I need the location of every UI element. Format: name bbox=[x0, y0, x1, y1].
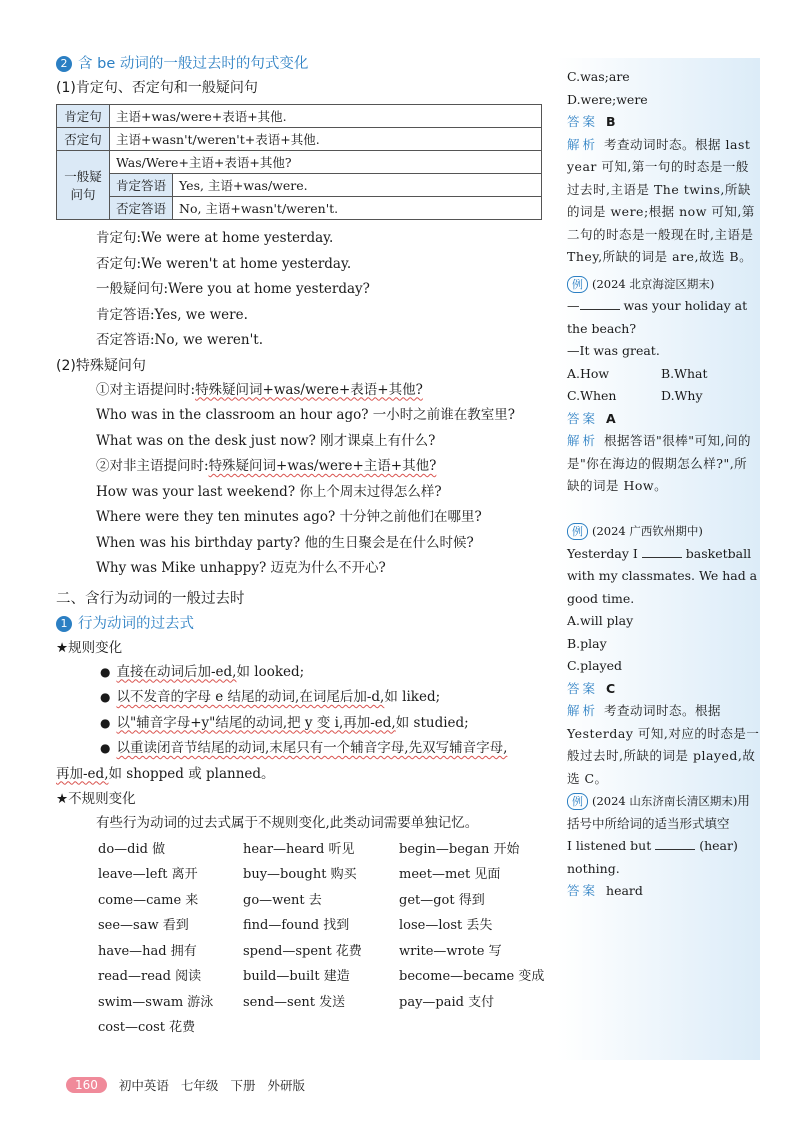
verb-item: go—went 去 bbox=[243, 892, 322, 908]
section-heading bbox=[56, 52, 546, 76]
section-heading bbox=[56, 612, 546, 636]
answer-value: A bbox=[606, 410, 616, 426]
main-content bbox=[56, 52, 546, 1041]
example-tag: 例 bbox=[567, 523, 588, 540]
section-number: 2 bbox=[56, 56, 72, 72]
table-cell: 主语+was/were+表语+其他. bbox=[110, 105, 542, 128]
rule-heading: ★不规则变化 bbox=[56, 791, 136, 807]
option: B.play bbox=[567, 635, 607, 651]
sentence-line: Who was in the classroom an hour ago? 一小时之前谁在教室里? bbox=[96, 407, 515, 423]
table-cell: 主语+wasn't/weren't+表语+其他. bbox=[110, 128, 542, 151]
table-cell: Yes, 主语+was/were. bbox=[173, 174, 542, 197]
answer-value: B bbox=[606, 114, 616, 129]
verb-item: do—did 做 bbox=[98, 841, 166, 857]
analysis-block bbox=[567, 134, 760, 269]
verb-item: hear—heard 听见 bbox=[243, 841, 355, 857]
answer-value: C bbox=[606, 680, 616, 696]
option: C.played bbox=[567, 658, 623, 673]
example-source: (2024 山东济南长清区期末) bbox=[592, 794, 738, 808]
verb-item: cost—cost 花费 bbox=[98, 1020, 196, 1035]
verb-item: begin—began 开始 bbox=[399, 841, 520, 857]
verb-item: send—sent 发送 bbox=[243, 994, 346, 1010]
option: A.How bbox=[567, 365, 610, 381]
volume-label: 下册 bbox=[230, 1078, 256, 1093]
example-header bbox=[567, 273, 760, 296]
rule-formula: 特殊疑问词+was/were+表语+其他? bbox=[195, 381, 423, 398]
analysis-label: 解析 bbox=[567, 433, 599, 448]
section-number: 1 bbox=[56, 616, 72, 632]
analysis-label: 解析 bbox=[567, 136, 599, 152]
example-line: 否定句:We weren't at home yesterday. bbox=[96, 255, 352, 272]
option: B.What bbox=[661, 365, 708, 381]
option: C.was;are bbox=[567, 69, 630, 84]
example-tag: 例 bbox=[567, 793, 588, 810]
instruction: 用括号中所给词的适当形式填空 bbox=[567, 793, 750, 831]
verb-list bbox=[98, 837, 546, 1041]
bullet-item: ● 以"辅音字母+y"结尾的动词,把 y 变 i,再加-ed,如 studied; bbox=[100, 714, 469, 731]
analysis-block bbox=[567, 700, 760, 790]
verb-item: have—had 拥有 bbox=[98, 943, 197, 959]
answer-label: 答案 bbox=[567, 410, 599, 426]
verb-item: read—read 阅读 bbox=[98, 969, 202, 984]
table-label: 否定答语 bbox=[110, 197, 173, 220]
option: D.were;were bbox=[567, 91, 648, 107]
spacer bbox=[567, 498, 760, 521]
answer-line bbox=[567, 408, 760, 431]
example-line: 一般疑问句:Were you at home yesterday? bbox=[96, 281, 370, 297]
answer-label: 答案 bbox=[567, 114, 599, 129]
verb-item: spend—spent 花费 bbox=[243, 943, 362, 959]
verb-item: meet—met 见面 bbox=[399, 867, 501, 882]
bullet-item: ● 以重读闭音节结尾的动词,末尾只有一个辅音字母,先双写辅音字母, bbox=[100, 740, 508, 756]
subheading: (2)特殊疑问句 bbox=[56, 357, 146, 374]
rule-prefix: ②对非主语提问时: bbox=[96, 458, 209, 474]
verb-item: see—saw 看到 bbox=[98, 918, 189, 933]
example-line: 肯定答语:Yes, we were. bbox=[96, 306, 248, 323]
table-cell: No, 主语+wasn't/weren't. bbox=[173, 197, 542, 220]
verb-item: lose—lost 丢失 bbox=[399, 918, 493, 933]
table-label: 肯定答语 bbox=[110, 174, 173, 197]
table-row bbox=[57, 151, 542, 174]
verb-item: leave—left 离开 bbox=[98, 867, 198, 882]
bullet-continuation: 再加-ed,如 shopped 或 planned。 bbox=[56, 765, 275, 782]
analysis-block bbox=[567, 430, 760, 498]
rule-line bbox=[56, 378, 546, 404]
book-title: 初中英语 bbox=[118, 1078, 169, 1093]
option: C.When bbox=[567, 388, 617, 403]
table-row bbox=[57, 174, 542, 197]
bullet-icon: ● bbox=[100, 690, 111, 704]
publisher-label: 外研版 bbox=[267, 1078, 305, 1093]
sentence-line: How was your last weekend? 你上个周末过得怎么样? bbox=[96, 483, 442, 500]
options bbox=[567, 363, 760, 408]
answer-line bbox=[567, 880, 760, 903]
sentence-line: Where were they ten minutes ago? 十分钟之前他们在哪里? bbox=[96, 509, 482, 525]
answer-line bbox=[567, 678, 760, 701]
example-header bbox=[567, 520, 760, 543]
analysis-text: 考查动词时态。根据 Yesterday 可知,对应的时态是一般过去时,所缺的词是 played,故选 C。 bbox=[567, 703, 760, 786]
answer-label: 答案 bbox=[567, 883, 599, 898]
table-cell: Was/Were+主语+表语+其他? bbox=[110, 151, 542, 174]
question-stem: Yesterday I basketball with my classmates. We had a good time. bbox=[567, 545, 758, 606]
analysis-text: 考查动词时态。根据 last year 可知,第一句的时态是一般过去时,主语是 The twins,所缺的词是 were;根据 now 可知,第二句的时态是一般现在时,主语是 They,所缺的词是 are,故选 B。 bbox=[567, 136, 755, 264]
subheading: (1)肯定句、否定句和一般疑问句 bbox=[56, 80, 258, 96]
bullet-item: ● 以不发音的字母 e 结尾的动词,在词尾后加-d,如 liked; bbox=[100, 689, 441, 705]
verb-item: build—built 建造 bbox=[243, 969, 350, 984]
page-number: 160 bbox=[66, 1077, 107, 1093]
irregular-desc: 有些行为动词的过去式属于不规则变化,此类动词需要单独记忆。 bbox=[96, 815, 479, 831]
answer-line bbox=[567, 111, 760, 134]
bullet-icon: ● bbox=[100, 741, 111, 755]
verb-item: pay—paid 支付 bbox=[399, 994, 495, 1010]
bullet-item: ● 直接在动词后加-ed,如 looked; bbox=[100, 663, 305, 680]
blank bbox=[580, 297, 620, 310]
verb-item: come—came 来 bbox=[98, 892, 199, 908]
analysis-text: 根据答语"很棒"可知,问的是"你在海边的假期怎么样?",所缺的词是 How。 bbox=[567, 433, 751, 493]
section-title: 行为动词的过去式 bbox=[78, 615, 194, 632]
verb-item: find—found 找到 bbox=[243, 918, 350, 933]
verb-item: write—wrote 写 bbox=[399, 943, 502, 959]
example-source: (2024 北京海淀区期末) bbox=[592, 276, 715, 291]
bullet-icon: ● bbox=[100, 664, 111, 679]
example-line: 肯定句:We were at home yesterday. bbox=[96, 230, 334, 246]
part-title: 二、含行为动词的一般过去时 bbox=[56, 590, 245, 607]
verb-item: become—became 变成 bbox=[399, 969, 545, 984]
sentence-line: Why was Mike unhappy? 迈克为什么不开心? bbox=[96, 560, 386, 576]
rule-heading: ★规则变化 bbox=[56, 639, 123, 656]
table-label: 肯定句 bbox=[57, 105, 110, 128]
rule-line bbox=[56, 454, 546, 480]
answer-value: heard bbox=[606, 883, 643, 898]
example-source: (2024 广西钦州期中) bbox=[592, 524, 703, 538]
grammar-table bbox=[56, 104, 542, 220]
example-header bbox=[567, 790, 760, 835]
question-stem: —It was great. bbox=[567, 343, 660, 358]
sidebar-panel bbox=[557, 58, 760, 1060]
table-label: 一般疑问句 bbox=[57, 151, 110, 220]
verb-item: buy—bought 购买 bbox=[243, 867, 357, 882]
sentence-line: When was his birthday party? 他的生日聚会是在什么时候? bbox=[96, 534, 474, 551]
option: D.Why bbox=[661, 388, 703, 403]
verb-item: get—got 得到 bbox=[399, 892, 485, 908]
rule-prefix: ①对主语提问时: bbox=[96, 381, 196, 398]
example-tag: 例 bbox=[567, 276, 588, 293]
question-stem: — was your holiday at the beach? bbox=[567, 298, 748, 336]
sentence-line: What was on the desk just now? 刚才课桌上有什么? bbox=[96, 432, 436, 449]
rule-formula: 特殊疑问词+was/were+主语+其他? bbox=[208, 458, 437, 474]
blank bbox=[642, 545, 682, 558]
bullet-icon: ● bbox=[100, 715, 111, 730]
option: A.will play bbox=[567, 613, 634, 628]
analysis-label: 解析 bbox=[567, 703, 599, 718]
question-stem: I listened but (hear) nothing. bbox=[567, 838, 738, 876]
answer-label: 答案 bbox=[567, 680, 599, 696]
example-line: 否定答语:No, we weren't. bbox=[96, 332, 264, 348]
table-row bbox=[57, 105, 542, 128]
verb-item: swim—swam 游泳 bbox=[98, 994, 214, 1010]
page-footer bbox=[66, 1076, 317, 1094]
table-label: 否定句 bbox=[57, 128, 110, 151]
table-row bbox=[57, 197, 542, 220]
blank bbox=[655, 837, 695, 850]
table-row bbox=[57, 128, 542, 151]
grade-label: 七年级 bbox=[180, 1078, 219, 1093]
section-title: 含 be 动词的一般过去时的句式变化 bbox=[78, 56, 309, 72]
